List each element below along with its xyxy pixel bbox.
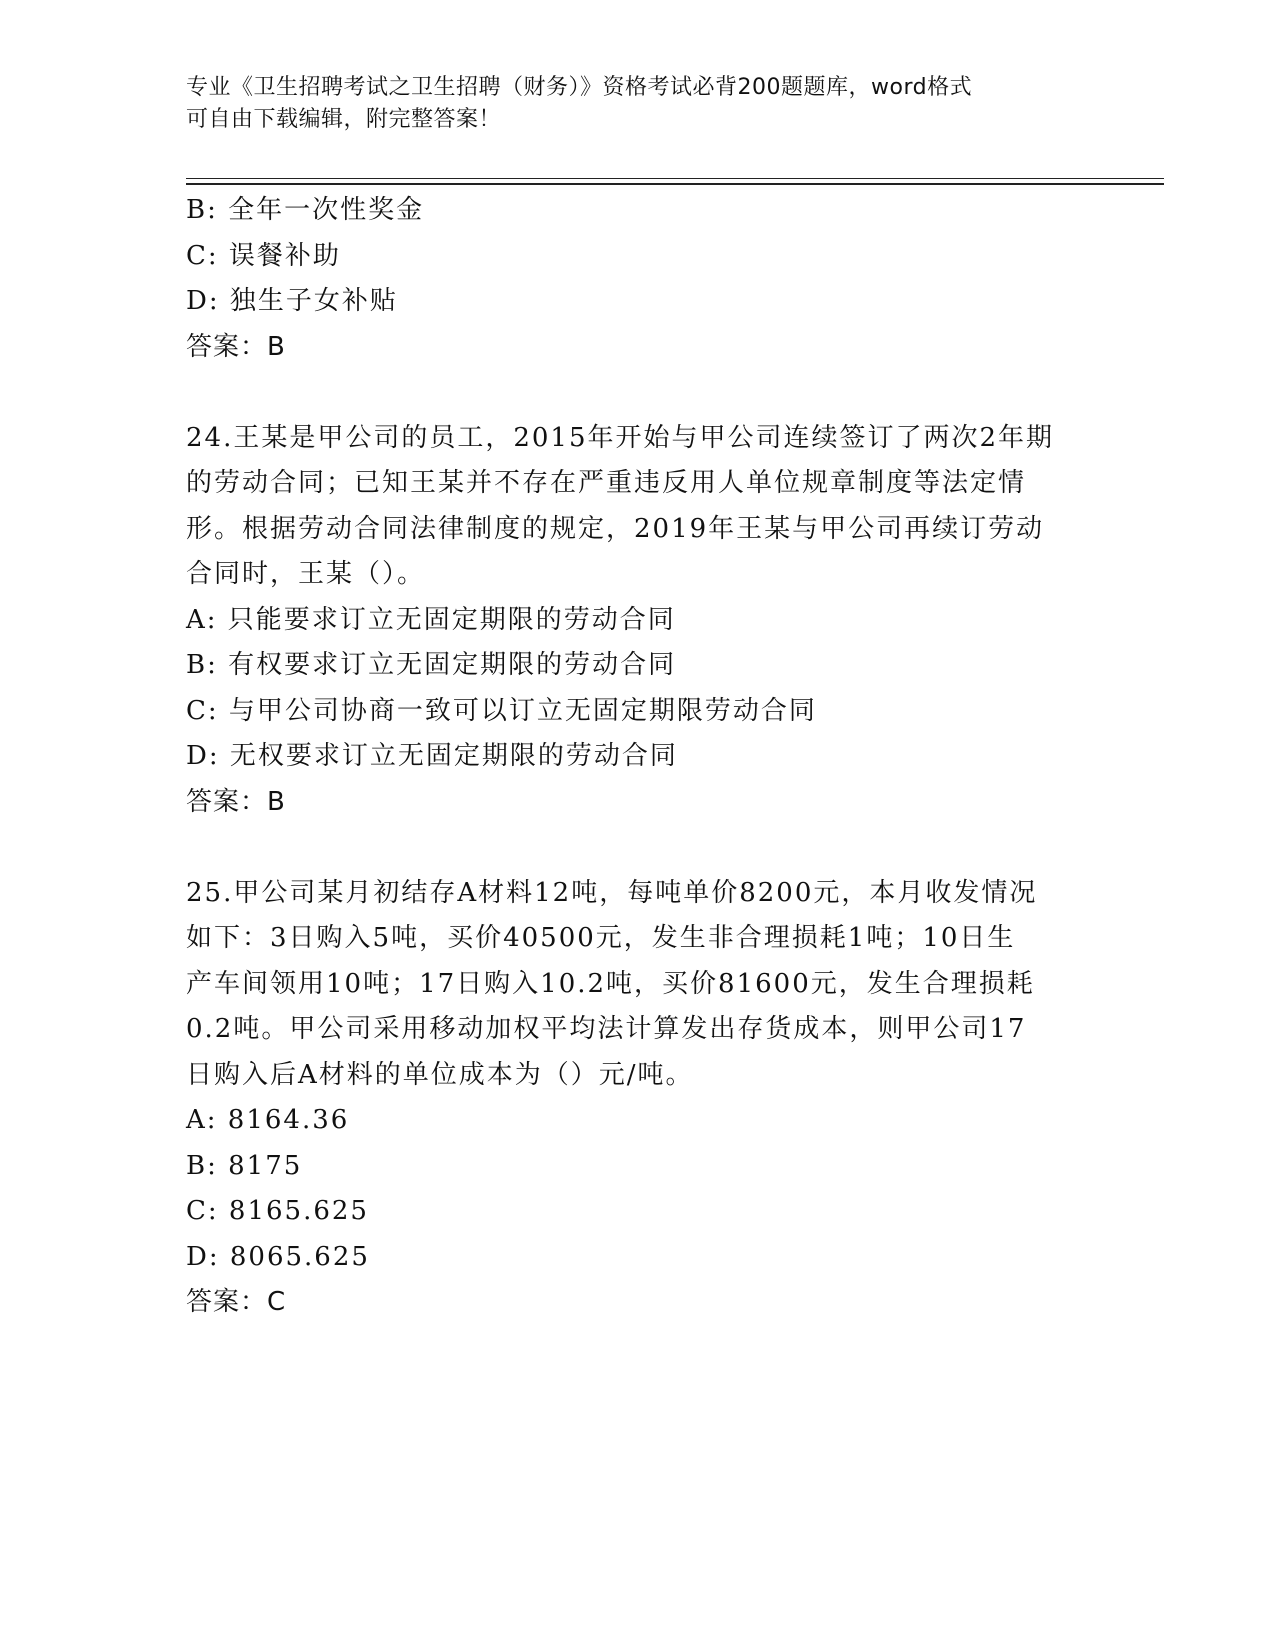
header-line-2: 可自由下载编辑，附完整答案！ [186, 107, 502, 132]
answer-line: 答案：B [186, 331, 286, 362]
question-25-block [186, 871, 1086, 1326]
header-divider-thin [186, 178, 1164, 179]
option-a: A: 8164.36 [186, 1105, 350, 1135]
question-text-line: 日购入后A材料的单位成本为（）元/吨。 [186, 1059, 694, 1090]
question-24-block [186, 416, 1086, 826]
option-b: B: 8175 [186, 1150, 303, 1181]
answer-line: 答案：B [186, 786, 286, 817]
question-text-line: 产车间领用10吨；17日购入10.2吨，买价81600元，发生合理损耗 [186, 968, 1035, 999]
option-b: B: 全年一次性奖金 [186, 195, 425, 225]
option-c: C: 8165.625 [186, 1196, 369, 1226]
question-text-line: 的劳动合同；已知王某并不存在严重违反用人单位规章制度等法定情 [186, 468, 1027, 498]
spacer [186, 825, 1086, 871]
question-text-line: 合同时，王某（）。 [186, 559, 426, 589]
option-d: D: 8065.625 [186, 1241, 370, 1272]
question-content [186, 188, 1086, 1326]
option-a: A: 只能要求订立无固定期限的劳动合同 [186, 604, 676, 635]
header-line-1: 专业《卫生招聘考试之卫生招聘（财务）》资格考试必背200题题库，word格式 [186, 75, 973, 100]
question-text-line: 25.甲公司某月初结存A材料12吨，每吨单价8200元，本月收发情况 [186, 877, 1038, 908]
option-d: D: 独生子女补贴 [186, 286, 398, 316]
option-c: C: 与甲公司协商一致可以订立无固定期限劳动合同 [186, 695, 817, 726]
option-c: C: 误餐补助 [186, 240, 341, 271]
question-text-line: 24.王某是甲公司的员工，2015年开始与甲公司连续签订了两次2年期 [186, 422, 1055, 453]
spacer [186, 370, 1086, 416]
option-d: D: 无权要求订立无固定期限的劳动合同 [186, 741, 678, 771]
question-text-line: 形。根据劳动合同法律制度的规定，2019年王某与甲公司再续订劳动 [186, 513, 1045, 544]
header-divider-thick [186, 183, 1164, 185]
question-23-block [186, 188, 1086, 370]
option-b: B: 有权要求订立无固定期限的劳动合同 [186, 650, 677, 680]
answer-line: 答案：C [186, 1287, 287, 1317]
question-text-line: 0.2吨。甲公司采用移动加权平均法计算发出存货成本，则甲公司17 [186, 1014, 1027, 1044]
document-header [186, 72, 1086, 136]
question-text-line: 如下：3日购入5吨，买价40500元，发生非合理损耗1吨；10日生 [186, 923, 1016, 953]
